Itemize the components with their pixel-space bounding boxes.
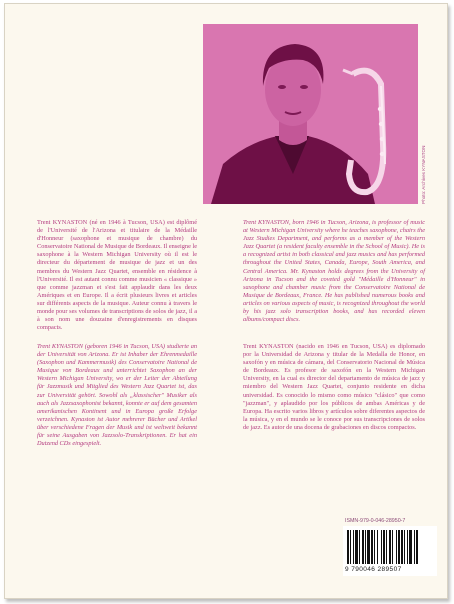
author-photo [203,24,418,204]
bio-german: Trent KYNASTON (geboren 1946 in Tucson, USA) studierte an der Universität von Arizona. Er ist Inhaber der Ehrenmedaille (Saxophon und Kammermusik) des Conservatoire National de Musique von Bordeaux und unterrichtet Saxophon an der Western Michigan University, wo er der Leiter der Abteilung für Jazzmusik und Mitglied des Western Jazz Quartet ist, das zur Universität gehört. Sowohl als „klassischer" Musiker als auch als Jazzsaxophonist bekannt, konnte er auf dem gesamten amerikanischen Kontinent und in Europa große Erfolge verzeichnen. Kynaston ist Autor mehrerer Bücher und Artikel über verschiedene Fragen der Musik und ist weltweit bekannt für seine Ausgaben von Jazzsolo-Transkriptionen. Er hat ein Dutzend CDs eingespielt. [37,343,197,448]
bio-spanish: Trent KYNASTON (nacido en 1946 en Tucson, USA) es diplomado por la Universidad de Arizona y titular de la Medalla de Honor, en saxofón y en música de cámara, del Conservatorio Nacional de Música de Bordeaux. Es profesor de saxofón en la Western Michigan University, en la cual es director del departamento de música de jazz y miembro del Western Jazz Quartet, conjunto residente en dicha universidad. Es conocido lo mismo como músico "clásico" que como "jazzman", y aplaudido por los públicos de ambas Américas y de Europa. Ha escrito varios libros y artículos sobre diferentes aspectos de la música, y en el mundo se le conoce por sus transcripciones de solos de jazz. Es autor de una docena de grabaciones en discos compactos. [243,343,425,431]
photo-credit [421,28,431,204]
barcode-bars [347,530,433,564]
barcode [343,526,437,576]
ismn-label: ISMN-979-0-046-28950-7 [345,518,406,524]
back-cover-page [4,3,448,599]
photo-credit-text: Photo: Archives KYNASTON [421,145,426,204]
bio-french: Trent KYNASTON (né en 1946 à Tucson, USA) est diplômé de l'Université de l'Arizona et titulaire de la Médaille d'Honneur (saxophone et musique de chambre) du Conservatoire National de Musique de Bordeaux. Il enseigne le saxophone à la Western Michigan University où il est le directeur du département de musique de jazz et un des membres du Western Jazz Quartet, ensemble en résidence à l'Université. Il est autant connu comme musicien « classique » que comme jazzman et s'est fait applaudir dans les deux Amériques et en Europe. Il a écrit plusieurs livres et articles sur différents aspects de la musique. Auteur connu à travers le monde pour ses volumes de transcriptions de solos de jazz, il a à son nom une douzaine d'enregistrements en disques compacts. [37,219,197,332]
bio-english: Trent KYNASTON, born 1946 in Tucson, Arizona, is professor of music at Western Michigan University where he teaches saxophone, chairs the Jazz Studies Department, and performs as a member of the Western Jazz Quartet (a resident faculty ensemble in the School of Music). He is a recognized artist in both classical and jazz musics and has performed throughout the United States, Canada, Europe, South America, and Central America. Mr. Kynaston holds degrees from the University of Arizona in Tucson and the coveted gold "Médaille d'Honneur" in saxophone and chamber music from the Conservatoire National de Musique de Bordeaux, France. He has published numerous books and articles on various aspects of music, is recognized throughout the world by his jazz solo transcription books, and has recorded eleven albums/compact discs. [243,219,425,324]
barcode-digits: 9 790046 289507 [345,566,402,573]
